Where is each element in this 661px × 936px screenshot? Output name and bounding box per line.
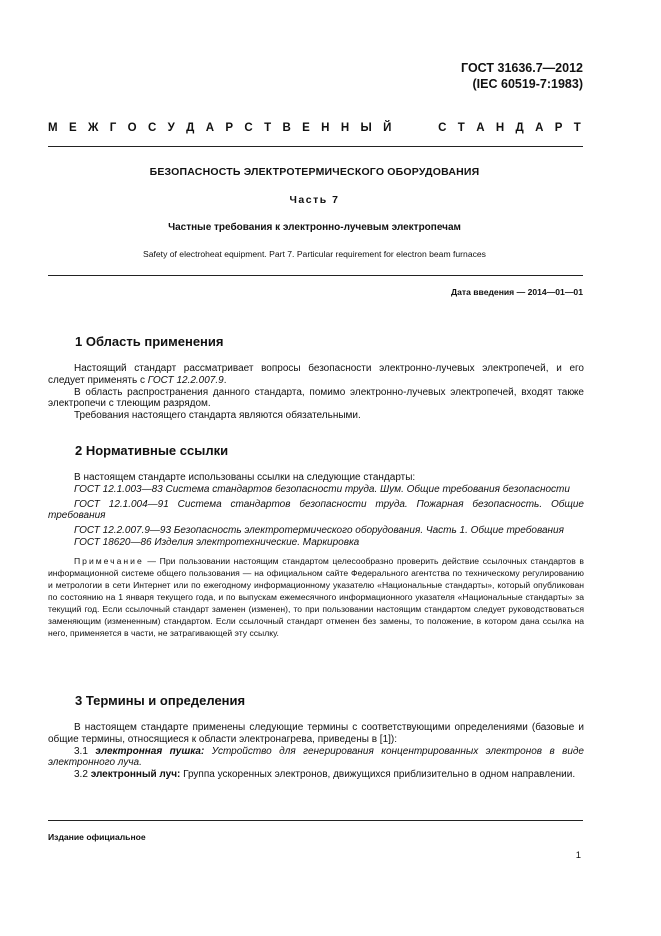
introduction-date: Дата введения — 2014—01—01 [450, 287, 583, 297]
heading-letter: Е [68, 122, 77, 134]
section-heading: 1 Область применения [75, 334, 224, 349]
paragraph: В область распространения данного стандарта, помимо электронно-лучевых электропечей, входят также электропечи с тлеющим разрядом. [48, 386, 584, 410]
section-scope [48, 334, 584, 422]
interstate-standard-heading [48, 122, 581, 134]
heading-letter: О [127, 122, 137, 134]
heading-letter: Е [302, 122, 310, 134]
term: электронная пушка: [95, 745, 205, 757]
note-label: Примечание [74, 555, 144, 566]
standard-number-block [461, 60, 583, 92]
word-gap [403, 122, 427, 134]
section-terms [48, 693, 584, 781]
heading-letter: У [167, 122, 175, 134]
english-title: Safety of electroheat equipment. Part 7. Particular requirement for electron beam furnaces [143, 249, 486, 259]
heading-letter: С [147, 122, 157, 134]
heading-letter: А [205, 122, 215, 134]
heading-letter: Т [457, 122, 465, 134]
heading-letter: Ж [87, 122, 99, 134]
heading-letter: М [48, 122, 58, 134]
heading-letter: Т [264, 122, 272, 134]
document-title: БЕЗОПАСНОСТЬ ЭЛЕКТРОТЕРМИЧЕСКОГО ОБОРУДОВАНИЯ [149, 166, 480, 178]
reference-item: ГОСТ 18620—86 Изделия электротехнические. Маркировка [74, 536, 360, 548]
heading-letter: С [244, 122, 253, 134]
iec-number: (IEC 60519-7:1983) [472, 77, 583, 91]
page-number: 1 [575, 850, 581, 861]
heading-letter: А [535, 122, 544, 134]
section-normative-references [48, 443, 584, 639]
heading-letter: Н [495, 122, 505, 134]
reference-link: ГОСТ 12.2.007.9 [147, 374, 224, 386]
document-part: Часть 7 [289, 194, 340, 206]
heading-letter: Н [340, 122, 350, 134]
header-rule [48, 146, 583, 147]
document-subtitle: Частные требования к электронно-лучевым электропечам [168, 222, 461, 233]
title-rule [48, 275, 583, 276]
note [48, 555, 584, 640]
heading-letter: Р [554, 122, 563, 134]
paragraph: В настоящем стандарте применены следующие термины с соответствующими определениями (базовые и общие термины, относящиеся к области электронагрева, приведены в [1]): [48, 722, 584, 745]
paragraph: Требования настоящего стандарта являются обязательными. [74, 410, 361, 422]
reference-item: ГОСТ 12.1.004—91 Система стандартов безопасности труда. Пожарная безопасность. Общие требования [48, 498, 584, 522]
reference-item: ГОСТ 12.1.003—83 Система стандартов безопасности труда. Шум. Общие требования безопасности [74, 483, 570, 495]
term: электронный луч: [90, 769, 181, 781]
heading-letter: В [282, 122, 291, 134]
reference-item: ГОСТ 12.2.007.9—93 Безопасность электротермического оборудования. Часть 1. Общие требования [74, 525, 564, 537]
edition-label: Издание официальное [48, 832, 146, 842]
section-heading: 3 Термины и определения [75, 693, 246, 708]
footer-rule [48, 820, 583, 821]
heading-letter: Й [383, 122, 392, 134]
heading-letter: А [476, 122, 485, 134]
term-definition: 3.2 электронный луч: Группа ускоренных электронов, движущихся приблизительно в одном направлении. [74, 769, 576, 781]
term-definition: 3.1 электронная пушка: Устройство для генерирования концентрированных электронов в виде электронного луча. [48, 745, 584, 769]
heading-letter: С [438, 122, 447, 134]
heading-letter: Д [186, 122, 195, 134]
heading-letter: Г [109, 122, 117, 134]
heading-letter: Ы [360, 122, 372, 134]
heading-letter: Н [321, 122, 330, 134]
section-heading: 2 Нормативные ссылки [75, 443, 229, 458]
heading-letter: Р [225, 122, 234, 134]
note-text: — При пользовании настоящим стандартом целесообразно проверить действие ссылочных стандартов в информационной системе общего пользования — на официальном сайте Федерального агентства по техническому регулированию и метрологии в сети Интернет или по ежегодному информационному указателю «Национальные стандарты», который опубликован по состоянию на 1 января текущего года, и по выпускам ежемесячного информационного указателя «Национальные стандарты» за текущий год. Если ссылочный стандарт заменен (изменен), то при пользовании настоящим стандартом следует руководствоваться заменяющим (измененным) стандартом. Если ссылочный стандарт отменен без замены, то положение, в котором дана ссылка на него, применяется в части, не затрагивающей эту ссылку. [48, 555, 584, 639]
heading-letter: Т [573, 122, 581, 134]
standard-number: ГОСТ 31636.7—2012 [461, 61, 583, 75]
paragraph: В настоящем стандарте использованы ссылки на следующие стандарты: [74, 472, 416, 483]
paragraph: Настоящий стандарт рассматривает вопросы безопасности электронно-лучевых электропечей, и его следует применять с ГОСТ 12.2.007.9. [48, 363, 584, 386]
heading-letter: Д [515, 122, 524, 134]
